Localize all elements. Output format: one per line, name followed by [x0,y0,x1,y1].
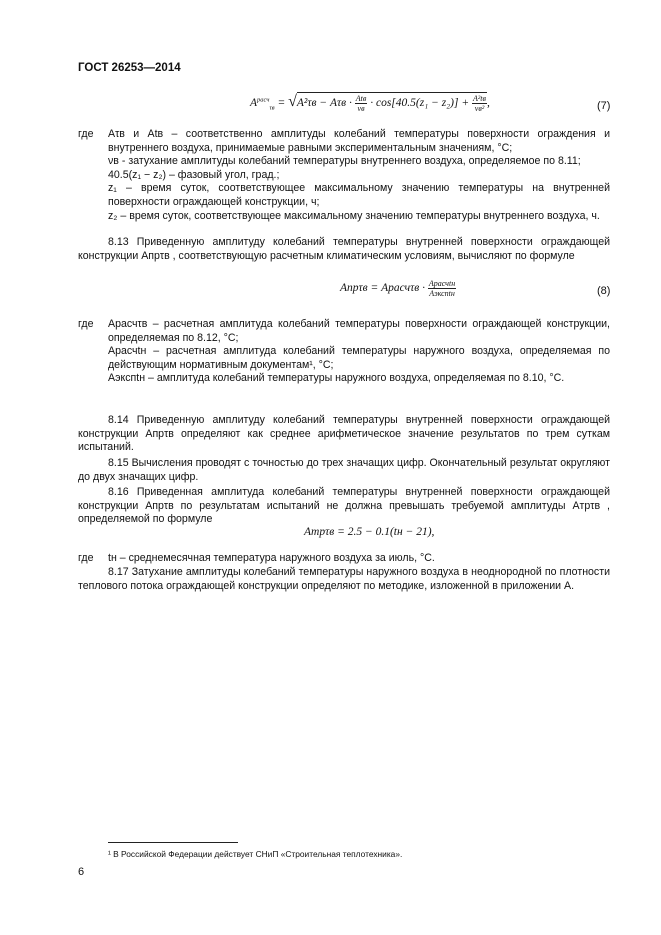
where-label-3: где [78,552,94,564]
paragraph-8-16: 8.16 Приведенная амплитуда колебаний температуры внутренней поверхности ограждающей конструкции Aпрτв по результатам испытаний не должна превышать требуемой амплитуды Aтрτв , определяемой по формуле [78,486,610,526]
definitions-block-1 [108,128,610,223]
footnote: ¹ В Российской Федерации действует СНиП «Строительная теплотехника». [108,849,403,859]
def-phase-angle: 40.5(z₁ − z₂) – фазовый угол, град.; [108,168,280,181]
formula-8-number: (8) [597,285,611,297]
def-a-calc-outdoor: Aрасчtн – расчетная амплитуда колебаний температуры наружного воздуха, определяемая по действующим нормативным документам¹, °С; [108,345,610,371]
paragraph-8-17: 8.17 Затухание амплитуды колебаний температуры наружного воздуха в неоднородной по плотности теплового потока ограждающей конструкции определяют по методике, изложенной в приложении А. [78,566,610,592]
footnote-rule [108,842,238,843]
def-tn: tн – среднемесячная температура наружного воздуха за июль, °С. [108,552,435,564]
page-number: 6 [78,866,85,878]
formula-8: Aпрτв = Aрасчτв · $\frac{\text{Aрасчtн}}{\text{Aэкспtн}}$ [340,279,456,298]
def-z1: z₁ – время суток, соответствующее максимальному значению температуры на внутренней поверхности ограждающей конструкции, ч; [108,182,610,208]
where-label-1: где [78,128,94,140]
def-z2: z₂ – время суток, соответствующее максимальному значению температуры внутреннего воздуха, ч. [108,209,600,222]
formula-9: Aтрτв = 2.5 − 0.1(tн − 21), [304,526,435,538]
def-a-calc-surface: Aрасчτв – расчетная амплитуда колебаний температуры поверхности ограждающей конструкции, определяемая по 8.12, °С; [108,318,610,344]
paragraph-8-15: 8.15 Вычисления проводят с точностью до трех значащих цифр. Окончательный результат округляют до двух значащих цифр. [78,457,610,483]
def-a-exp-outdoor: Aэкспtн – амплитуда колебаний температуры наружного воздуха, определяемая по 8.10, °С. [108,372,565,385]
where-label-2: где [78,318,94,330]
formula-7-number: (7) [597,100,611,112]
paragraph-8-14: 8.14 Приведенную амплитуду колебаний температуры внутренней поверхности ограждающей конструкции Aпрτв определяют как среднее арифметическое значение результатов по трем суткам испытаний. [78,414,610,454]
formula-7: $A^{расч}_{\tau в} = √A^2\tau в - A\tau в$ · $\frac{\text{Atв}}{\nu в}$ · cos[40.5(z₁ − z₂)] + $\frac{\text{A²tв}}{\text{νв²}}$ , [250,93,490,113]
paragraph-8-13: 8.13 Приведенную амплитуду колебаний температуры внутренней поверхности ограждающей конструкции Aпрτв , соответствующую расчетным климатическим условиям, вычисляют по формуле [78,236,610,262]
def-nu-v: νв - затухание амплитуды колебаний температуры внутреннего воздуха, определяемое по 8.11; [108,155,581,168]
def-amplitudes: Aτв и Atв – соответственно амплитуды колебаний температуры поверхности ограждения и внутреннего воздуха, принимаемые равными экспериментальным значениям, °С; [108,128,610,154]
definitions-block-2 [108,318,610,386]
document-header: ГОСТ 26253—2014 [78,62,181,74]
